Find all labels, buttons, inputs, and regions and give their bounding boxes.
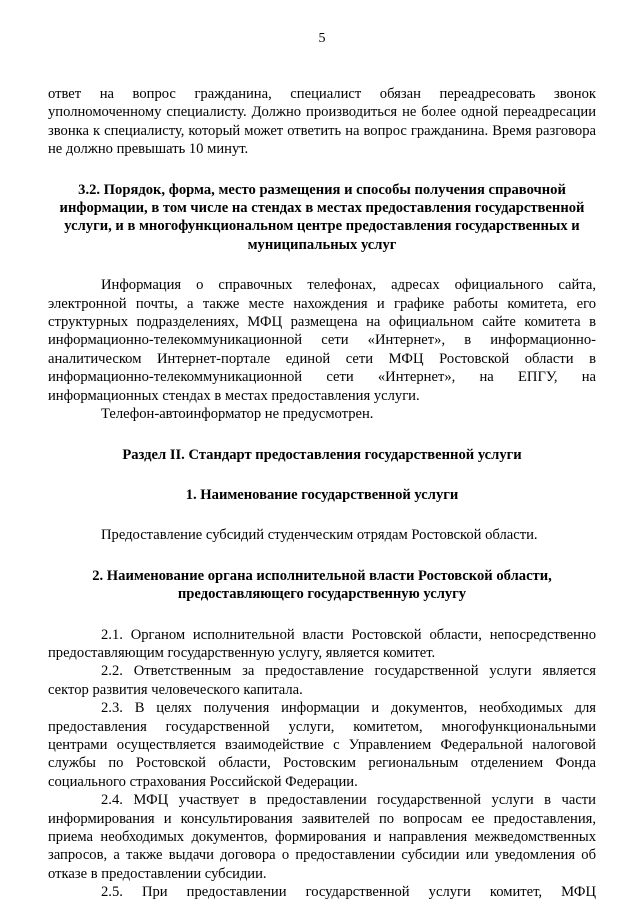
paragraph-2-4: 2.4. МФЦ участвует в предоставлении государственной услуги в части информирования и консультирования заявителей по вопросам ее предоставления, приема необходимых документов, формирования и направления межведомственных запросов, а также выдачи договора о предоставлении субсидии или уведомления об отказе в предоставлении субсидии. (48, 792, 596, 882)
spacer (48, 504, 596, 526)
info-paragraph: Информация о справочных телефонах, адресах официального сайта, электронной почты, а также месте нахождения и графике работы комитета, его структурных подразделениях, МФЦ размещена на официальном сайте комитета в информационно-телекоммуникационной сети «Интернет», в информационно-аналитическом Интернет-портале единой сети МФЦ Ростовской области в информационно-телекоммуникационной сети «Интернет», на ЕПГУ, на информационных стендах в местах предоставления услуги. (48, 277, 596, 404)
spacer (48, 254, 596, 276)
heading-3-2: 3.2. Порядок, форма, место размещения и способы получения справочной информации, в том числе на стендах в местах предоставления государственной услуги, и в многофункциональном центре предоставления государственных и муниципальных услуг (59, 181, 585, 253)
page-number: 5 (318, 31, 326, 46)
spacer (48, 604, 596, 626)
autoinformer-paragraph: Телефон-автоинформатор не предусмотрен. (101, 406, 374, 423)
intro-paragraph: ответ на вопрос гражданина, специалист обязан переадресовать звонок уполномоченному специалисту. Должно производиться не более одной переадресации звонка к специалисту, который может ответить на вопрос гражданина. Время разговора не должно превышать 10 минут. (48, 86, 596, 158)
paragraph-2-1: 2.1. Органом исполнительной власти Ростовской области, непосредственно предоставляющим государственную услугу, является комитет. (48, 626, 596, 661)
heading-2: 2. Наименование органа исполнительной власти Ростовской области, предоставляющего государственную услугу (92, 567, 552, 603)
document-body (48, 85, 596, 902)
spacer (48, 424, 596, 446)
heading-1: 1. Наименование государственной услуги (185, 486, 459, 503)
paragraph-2-2: 2.2. Ответственным за предоставление государственной услуги является сектор развития человеческого капитала. (48, 663, 596, 698)
spacer (48, 464, 596, 486)
spacer (48, 159, 596, 181)
service-name-paragraph: Предоставление субсидий студенческим отрядам Ростовской области. (101, 527, 538, 544)
section-2-title: Раздел II. Стандарт предоставления государственной услуги (122, 446, 522, 463)
paragraph-2-3: 2.3. В целях получения информации и документов, необходимых для предоставления государственной услуги, комитетом, многофункциональными центрами осуществляется взаимодействие с Управлением Федеральной налоговой службы по Ростовской области, Ростовским региональным отделением Фонда социального страхования Российской Федерации. (48, 700, 596, 790)
paragraph-2-5: 2.5. При предоставлении государственной услуги комитет, МФЦ (101, 884, 596, 901)
spacer (48, 545, 596, 567)
